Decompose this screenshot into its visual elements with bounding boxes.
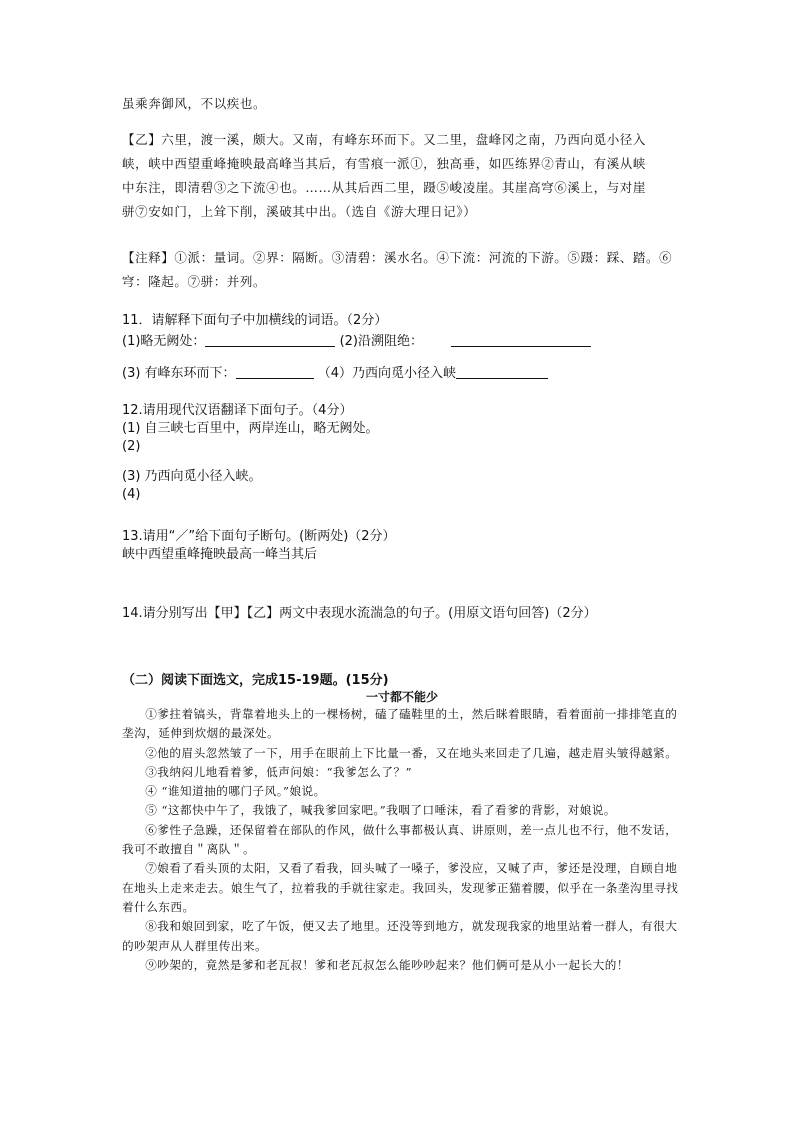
paragraph: ⑨吵架的，竟然是爹和老瓦叔！爹和老瓦叔怎么能吵吵起来？他们俩可是从小一起长大的！ xyxy=(145,957,629,972)
paragraph: ③我纳闷儿地看着爹，低声问娘：“我爹怎么了？” xyxy=(145,764,413,779)
answer-blank[interactable] xyxy=(236,364,314,379)
answer-row xyxy=(122,364,682,383)
paragraph: ②他的眉头忽然皱了一下，用手在眼前上下比量一番，又在地头来回走了几遍，越走眉头皱得越紧。 xyxy=(145,745,678,760)
text-line: 【注释】①派：量词。②界：隔断。③清碧：溪水名。④下流：河流的下游。⑤蹑：踩、踏。⑥ xyxy=(122,250,673,265)
paragraph: ⑤ “这都快中午了，我饿了，喊我爹回家吧。”我咽了口唾沫，看了看爹的背影，对娘说。 xyxy=(145,803,616,818)
text-line: 穹：隆起。⑦骈：并列。 xyxy=(122,274,267,289)
paragraph: ④ “谁知道抽的哪门子风。”娘说。 xyxy=(145,784,326,799)
question-13 xyxy=(122,528,682,564)
answer-blank[interactable] xyxy=(205,332,335,347)
text-line: 【乙】六里，渡一溪，颇大。又南，有峰东环而下。又二里，盘峰冈之南，乃西向觅小径入 xyxy=(122,132,647,147)
item-label: (3) 有峰东环而下： xyxy=(122,366,236,381)
text-line: 中东注，即清碧③之下流④也。……从其后西二里，蹑⑤峻凌崖。其崖高穹⑥溪上，与对崖 xyxy=(122,180,647,195)
question-14 xyxy=(122,605,682,623)
answer-blank[interactable] xyxy=(456,364,548,379)
article-title: 一寸都不能少 xyxy=(365,690,438,704)
question-stem: 13.请用“／”给下面句子断句。(断两处)（2分） xyxy=(122,529,396,544)
annotation-notes xyxy=(122,246,682,294)
paragraph: ⑦娘看了看头顶的太阳，又看了看我，回头喊了一嗓子，爹没应，又喊了声，爹还是没理，自顾自地在地头上走来走去。娘生气了，拉着我的手就往家走。我回头，发现爹正猫着腰，似乎在一条垄沟里寻找着什么东西。 xyxy=(122,861,679,914)
question-stem: 14.请分别写出【甲】【乙】两文中表现水流湍急的句子。(用原文语句回答)（2分） xyxy=(122,606,597,621)
item-label: （4）乃西向觅小径入峡 xyxy=(317,366,456,381)
section-two xyxy=(122,672,682,975)
paragraph: ⑥爹性子急躁，还保留着在部队的作风，做什么事都极认真、讲原则，差一点儿也不行，他不发话，我可不敢擅自＂离队＂。 xyxy=(122,822,678,857)
sentence: (3) 乃西向觅小径入峡。 xyxy=(122,469,262,484)
text-line: 峡，峡中西望重峰掩映最高峰当其后，有雪痕一派①，独高垂，如匹练界②青山，有溪从峡 xyxy=(122,156,647,171)
paragraph: ⑧我和娘回到家，吃了午饭，便又去了地里。还没等到地方，就发现我家的地里站着一群人，有很大的吵架声从人群里传出来。 xyxy=(122,919,678,953)
item-label: (2)沿溯阻绝： xyxy=(339,334,423,349)
item-label: (1)略无阙处： xyxy=(122,334,206,349)
jia-last-line xyxy=(122,92,682,116)
question-12 xyxy=(122,402,682,504)
answer-line: (4) xyxy=(122,487,141,502)
question-stem: 12.请用现代汉语翻译下面句子。（4分） xyxy=(122,403,353,418)
paragraph: ①爹拄着镐头，背靠着地头上的一棵杨树，磕了磕鞋里的土，然后眯着眼睛，看着面前一排排笔直的垄沟，延伸到炊烟的最深处。 xyxy=(122,707,678,741)
sentence: 峡中西望重峰掩映最高一峰当其后 xyxy=(122,547,318,562)
yi-passage xyxy=(122,128,682,224)
question-11 xyxy=(122,312,682,383)
question-stem: 11．请解释下面句子中加横线的词语。（2分） xyxy=(122,313,388,328)
answer-row xyxy=(122,332,682,351)
answer-line: (2) xyxy=(122,439,141,454)
text-line: 骈⑦安如门，上耸下削，溪破其中出。（选自《游大理日记》） xyxy=(122,204,477,219)
text-line: 虽乘奔御风，不以疾也。 xyxy=(122,96,267,111)
answer-blank[interactable] xyxy=(451,332,591,347)
sentence: (1) 自三峡七百里中，两岸连山，略无阙处。 xyxy=(122,421,379,436)
section-heading: （二）阅读下面选文，完成15-19题。(15分) xyxy=(122,673,389,688)
